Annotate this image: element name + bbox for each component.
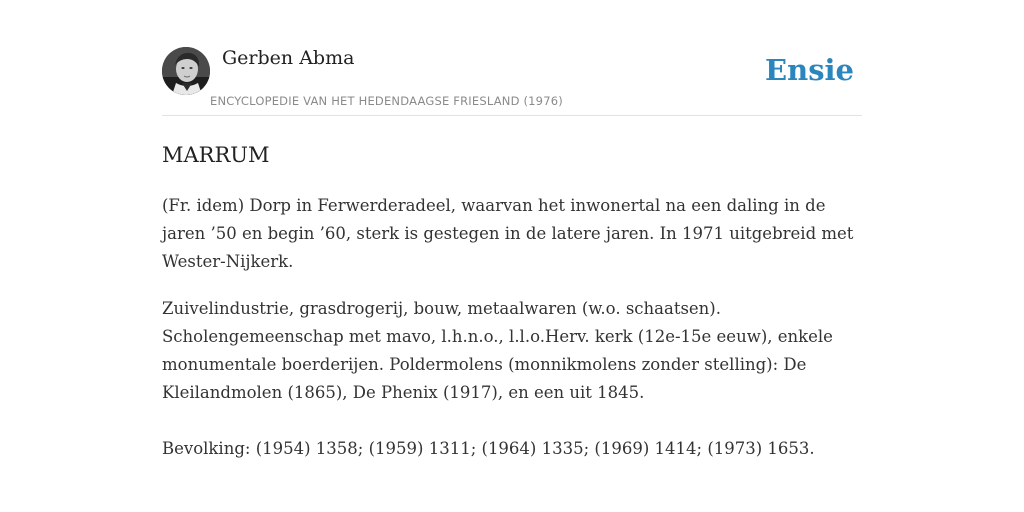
author-portrait-icon	[162, 47, 210, 95]
article-title: MARRUM	[162, 143, 270, 167]
article-paragraph: Bevolking: (1954) 1358; (1959) 1311; (1964) 1335; (1969) 1414; (1973) 1653.	[162, 439, 815, 458]
author-avatar[interactable]	[162, 47, 210, 95]
header-divider	[162, 115, 862, 116]
brand-logo[interactable]: Ensie	[765, 53, 854, 87]
author-name[interactable]: Gerben Abma	[222, 47, 355, 69]
source-label[interactable]: ENCYCLOPEDIE VAN HET HEDENDAAGSE FRIESLAND (1976)	[210, 94, 563, 108]
article-paragraph: (Fr. idem) Dorp in Ferwerderadeel, waarvan het inwonertal na een daling in de jaren ’50 en begin ’60, sterk is gestegen in de latere jaren. In 1971 uitgebreid met Wester-Nijkerk.	[162, 196, 854, 271]
article-paragraph: Zuivelindustrie, grasdrogerij, bouw, metaalwaren (w.o. schaatsen). Scholengemeenschap met mavo, l.h.n.o., l.l.o.Herv. kerk (12e-15e eeuw), enkele monumentale boerderijen. Poldermolens (monnikmolens zonder stelling): De Kleilandmolen (1865), De Phenix (1917), en een uit 1845.	[162, 299, 833, 402]
